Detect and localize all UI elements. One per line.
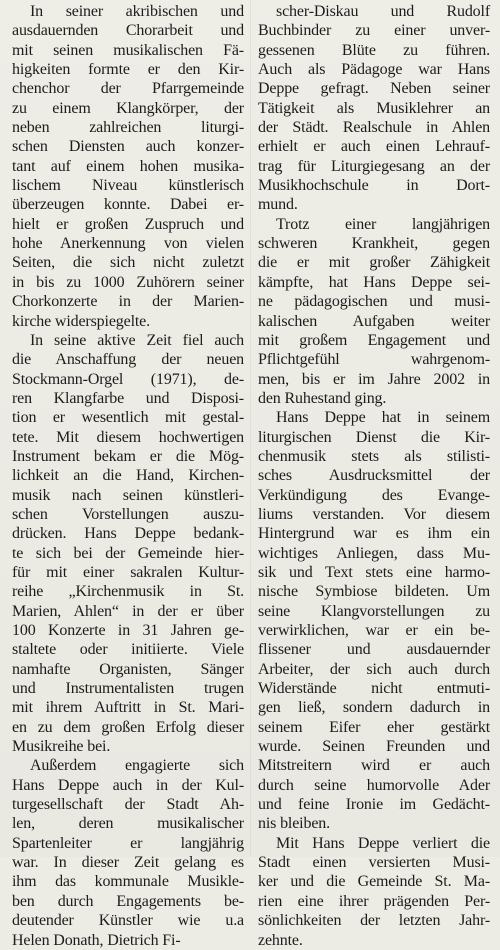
article-line: gen ließ, sondern dadurch in bbox=[258, 699, 490, 717]
article-line: gessenen Blüte zu führen. bbox=[258, 41, 490, 59]
article-line: ren Klangfarbe und Disposi- bbox=[12, 389, 244, 407]
article-line: Auch als Pädagoge war Hans bbox=[258, 61, 490, 79]
article-line: den Ruhestand ging. bbox=[258, 389, 387, 407]
article-line: der Städt. Realschule in Ahlen bbox=[258, 119, 490, 137]
article-line: 100 Konzerte in 31 Jahren ge- bbox=[12, 622, 244, 639]
article-line: Stockmann-Orgel (1971), de- bbox=[12, 370, 244, 388]
article-line: drücken. Hans Deppe bedank- bbox=[12, 525, 244, 543]
article-line: Deppe gefragt. Neben seiner bbox=[258, 80, 490, 98]
article-line: schen Vorstellungen auszu- bbox=[12, 505, 244, 523]
article-line: tant auf einem hohen musika- bbox=[12, 157, 244, 175]
article-line: wichtiges Anliegen, dass Mu- bbox=[258, 544, 490, 562]
article-line: Hans Deppe auch in der Kul- bbox=[12, 776, 244, 794]
article-line: und feine Ironie im Gedächt- bbox=[258, 796, 490, 814]
article-line: seine Klangvorstellungen zu bbox=[258, 602, 490, 620]
article-line: zu einem Klangkörper, der bbox=[12, 99, 244, 117]
article-line: liturgischen Dienst die Kir- bbox=[258, 428, 490, 446]
article-column-left bbox=[12, 2, 244, 950]
article-line: Mitstreitern wird er auch bbox=[258, 757, 490, 775]
article-line: nis bleiben. bbox=[258, 815, 330, 833]
article-line: Marien, Ahlen“ in der er über bbox=[12, 602, 244, 620]
article-line: Chorkonzerte in der Marien- bbox=[12, 293, 244, 311]
article-line: Helen Donath, Dietrich Fi- bbox=[12, 931, 181, 949]
article-line: trag für Liturgiegesang an der bbox=[258, 157, 490, 175]
article-line: staltete oder initiierte. Viele bbox=[12, 641, 244, 659]
article-line: ihm das kommunale Musikle- bbox=[12, 873, 244, 891]
article-line: ne pädagogischen und musi- bbox=[258, 293, 490, 311]
article-line: Seiten, die sich nicht zuletzt bbox=[12, 254, 244, 272]
article-line: Stadt einen versierten Musi- bbox=[258, 854, 490, 872]
article-line: ausdauernden Chorarbeit und bbox=[12, 22, 244, 40]
article-line: higkeiten formte er den Kir- bbox=[12, 61, 244, 79]
article-line: kämpfte, hat Hans Deppe sei- bbox=[258, 273, 490, 291]
article-line: en zu dem großen Erfolg dieser bbox=[12, 718, 244, 736]
article-line: seinem Eifer eher gestärkt bbox=[258, 718, 490, 736]
article-line: turgesellschaft der Stadt Ah- bbox=[12, 796, 244, 814]
article-line: In seine aktive Zeit fiel auch bbox=[30, 331, 244, 349]
article-line: ker und die Gemeinde St. Ma- bbox=[258, 873, 490, 891]
article-line: mund. bbox=[258, 196, 298, 214]
article-line: nische Symbiose bildeten. Um bbox=[258, 583, 490, 601]
article-line: Mit Hans Deppe verliert die bbox=[276, 834, 490, 852]
article-paragraph bbox=[258, 215, 490, 408]
article-line: len, deren musikalischer bbox=[12, 815, 244, 833]
article-line: hielt er großen Zuspruch und bbox=[12, 215, 244, 233]
article-line: Außerdem engagierte sich bbox=[30, 757, 244, 775]
article-line: flissener und ausdauernder bbox=[258, 641, 490, 659]
article-line: lischem Niveau künstlerisch bbox=[12, 177, 244, 195]
article-column-right bbox=[258, 2, 490, 950]
article-line: men, bis er im Jahre 2002 in bbox=[258, 370, 490, 388]
article-line: Hans Deppe hat in seinem bbox=[276, 409, 490, 427]
article-line: deutender Künstler wie u.a bbox=[12, 912, 244, 930]
article-line: schen Diensten auch konzer- bbox=[12, 138, 244, 156]
article-line: Arbeiter, der sich auch durch bbox=[258, 660, 490, 678]
article-line: liums verstanden. Vor diesem bbox=[258, 505, 490, 523]
article-line: rien eine ihrer prägenden Per- bbox=[258, 892, 490, 910]
article-line: schweren Krankheit, gegen bbox=[258, 235, 490, 253]
article-line: Spartenleiter er langjährig bbox=[12, 834, 244, 852]
article-line: tete. Mit diesem hochwertigen bbox=[12, 428, 244, 446]
article-line: tion er wesentlich mit gestal- bbox=[12, 409, 244, 427]
article-line: chenchor der Pfarrgemeinde bbox=[12, 80, 244, 98]
article-line: In seiner akribischen und bbox=[30, 3, 244, 20]
article-line: Musikreihe bei. bbox=[12, 738, 111, 756]
article-line: hohe Anerkennung von vielen bbox=[12, 235, 244, 253]
article-line: neben zahlreichen liturgi- bbox=[12, 119, 244, 137]
article-line: sches Ausdrucksmittel der bbox=[258, 467, 490, 485]
article-line: sik und Text stets eine harmo- bbox=[258, 563, 490, 581]
article-line: erhielt er auch einen Lehrauf- bbox=[258, 138, 490, 156]
article-line: Instrument bekam er die Mög- bbox=[12, 447, 244, 465]
article-line: die er mit großer Zähigkeit bbox=[258, 254, 490, 272]
article-line: mit großem Engagement und bbox=[258, 331, 490, 349]
article-line: mit ihrem Auftritt in St. Mari- bbox=[12, 699, 244, 717]
article-line: durch seine humorvolle Ader bbox=[258, 776, 490, 794]
article-line: ben durch Engagements be- bbox=[12, 892, 244, 910]
article-line: chenmusik stets als stilisti- bbox=[258, 447, 490, 465]
article-line: verwirklichen, war er ein be- bbox=[258, 622, 490, 639]
article-line: wurde. Seinen Freunden und bbox=[258, 738, 490, 756]
article-line: Widerstände nicht entmuti- bbox=[258, 680, 490, 698]
article-line: Buchbinder zu einer unver- bbox=[258, 22, 490, 40]
article-line: war. In dieser Zeit gelang es bbox=[12, 854, 244, 872]
article-line: in bis zu 1000 Zuhörern seiner bbox=[12, 273, 244, 291]
article-paragraph bbox=[258, 408, 490, 834]
article-line: scher-Diskau und Rudolf bbox=[276, 3, 490, 20]
article-line: musik nach seinen künstleri- bbox=[12, 486, 244, 504]
article-line: te sich bei der Gemeinde hier- bbox=[12, 544, 244, 562]
article-line: Hintergrund war es ihm ein bbox=[258, 525, 490, 543]
article-line: sönlichkeiten der letzten Jahr- bbox=[258, 912, 490, 930]
article-line: die Anschaffung der neuen bbox=[12, 351, 244, 369]
article-paragraph bbox=[12, 756, 244, 949]
article-line: mit seinen musikalischen Fä- bbox=[12, 41, 244, 59]
article-paragraph bbox=[258, 834, 490, 950]
article-line: Pflichtgefühl wahrgenom- bbox=[258, 351, 490, 369]
column-gutter bbox=[250, 0, 251, 857]
article-line: überzeugen konnte. Dabei er- bbox=[12, 196, 244, 214]
article-line: zehnte. bbox=[258, 931, 303, 949]
article-paragraph bbox=[12, 2, 244, 331]
article-line: Trotz einer langjährigen bbox=[276, 215, 490, 233]
article-line: kalischen Aufgaben weiter bbox=[258, 312, 490, 330]
article-line: Musikhochschule in Dort- bbox=[258, 177, 490, 195]
article-line: Verkündigung des Evange- bbox=[258, 486, 490, 504]
article-line: für mit einer sakralen Kultur- bbox=[12, 563, 244, 581]
article-line: reihe „Kirchenmusik in St. bbox=[12, 583, 244, 601]
article-paragraph bbox=[12, 331, 244, 757]
article-line: kirche widerspiegelte. bbox=[12, 312, 150, 330]
article-line: und Instrumentalisten trugen bbox=[12, 680, 244, 698]
article-line: namhafte Organisten, Sänger bbox=[12, 660, 244, 678]
article-paragraph bbox=[258, 2, 490, 215]
article-line: Tätigkeit als Musiklehrer an bbox=[258, 99, 490, 117]
article-line: lichkeit an die Hand, Kirchen- bbox=[12, 467, 244, 485]
